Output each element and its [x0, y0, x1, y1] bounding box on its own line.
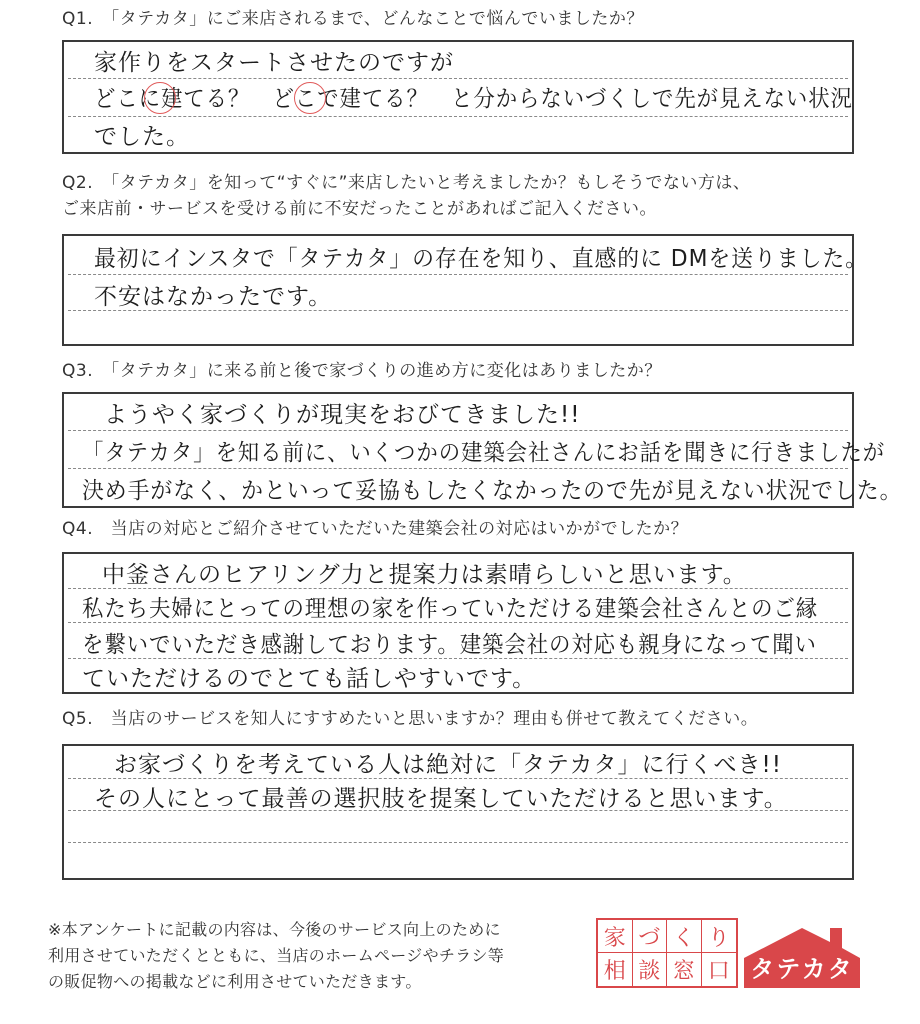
logo-brand-house	[738, 918, 866, 988]
logo-char: 窓	[667, 953, 702, 986]
answer-3-line-3: 決め手がなく、かといって妥協もしたくなかったので先が見えない状況でした。	[82, 478, 903, 504]
answer-3-line-1: ようやく家づくりが現実をおびてきました!!	[104, 402, 581, 428]
answer-1-line-1: 家作りをスタートさせたのですが	[94, 50, 454, 76]
disclaimer-line-2: 利用させていただくとともに、当店のホームページやチラシ等	[48, 946, 505, 965]
answer-4-line-3: を繋いでいただき感謝しております。建築会社の対応も親身になって聞い	[82, 632, 817, 658]
question-1-label: Q1. 「タテカタ」にご来店されるまで、どんなことで悩んでいましたか？	[62, 9, 644, 29]
answer-box-2	[62, 234, 868, 346]
answer-2-line-2: 不安はなかったです。	[94, 284, 333, 310]
logo-char: 相	[598, 953, 633, 986]
red-circle-mark	[294, 82, 326, 114]
logo-char: 談	[633, 953, 668, 986]
answer-2-line-1: 最初にインスタで「タテカタ」の存在を知り、直感的に DMを送りました。	[94, 246, 868, 272]
answer-1-line-3: でした。	[94, 124, 190, 150]
answer-4-line-4: ていただけるのでとても話しやすいです。	[82, 666, 537, 692]
logo-brand-name: タテカタ	[750, 955, 854, 983]
answer-5-line-1: お家づくりを考えている人は絶対に「タテカタ」に行くべき!!	[114, 752, 782, 778]
answer-box-3	[62, 392, 903, 508]
ruled-line	[68, 430, 848, 431]
tatekata-logo	[596, 918, 866, 988]
ruled-line	[68, 78, 848, 79]
answer-box-5	[62, 744, 854, 880]
answer-box-4	[62, 552, 854, 694]
answer-5-line-2: その人にとって最善の選択肢を提案していただけると思います。	[94, 786, 788, 812]
disclaimer-line-3: の販促物への掲載などに利用させていただきます。	[48, 972, 422, 991]
logo-char: り	[702, 920, 737, 953]
disclaimer-note	[48, 917, 504, 995]
ruled-line	[68, 274, 848, 275]
answer-4-line-1: 中釜さんのヒアリング力と提案力は素晴らしいと思います。	[102, 562, 747, 588]
question-2-label: Q2. 「タテカタ」を知って“すぐに”来店したいと考えましたか？もしそうでない方は、	[62, 173, 751, 193]
ruled-line	[68, 468, 848, 469]
logo-char: づ	[633, 920, 668, 953]
logo-char: 口	[707, 959, 730, 984]
question-2-label-2: ご来店前・サービスを受ける前に不安だったことがあればご記入ください。	[62, 199, 657, 219]
question-5-label: Q5. 当店のサービスを知人にすすめたいと思いますか？理由も併せて教えてください。	[62, 709, 759, 729]
logo-char: 家	[598, 920, 633, 953]
question-4-label: Q4. 当店の対応とご紹介させていただいた建築会社の対応はいかがでしたか？	[62, 519, 689, 539]
logo-char: く	[667, 920, 702, 953]
answer-3-line-2: 「タテカタ」を知る前に、いくつかの建築会社さんにお話を聞きに行きましたが	[82, 440, 886, 466]
answer-4-line-2: 私たち夫婦にとっての理想の家を作っていただける建築会社さんとのご縁	[82, 596, 819, 622]
red-circle-mark	[144, 82, 176, 114]
question-3-label: Q3. 「タテカタ」に来る前と後で家づくりの進め方に変化はありましたか？	[62, 361, 662, 381]
disclaimer-line-1: ※本アンケートに記載の内容は、今後のサービス向上のために	[48, 920, 501, 939]
ruled-line	[68, 116, 848, 117]
answer-box-1	[62, 40, 854, 154]
logo-char-grid	[596, 918, 738, 988]
answer-1-line-2: どこに建てる？ どこで建てる？ と分からないづくしで先が見えない状況	[94, 86, 853, 112]
ruled-line	[68, 842, 848, 843]
